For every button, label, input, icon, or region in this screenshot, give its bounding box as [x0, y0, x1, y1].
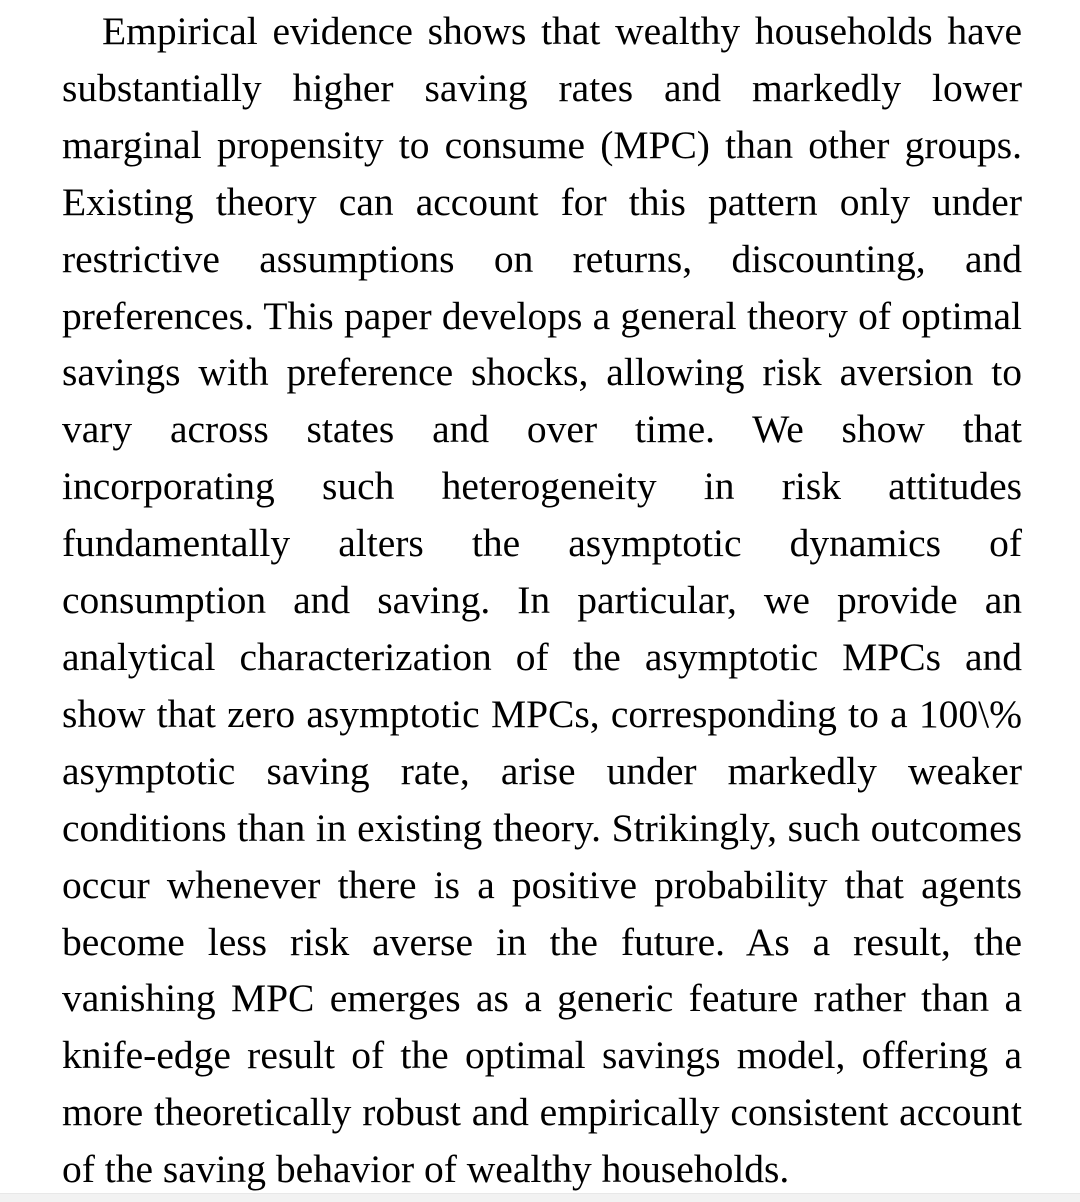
abstract-line: substantially higher saving rates and markedly lower: [62, 65, 1022, 110]
abstract-line: vanishing MPC emerges as a generic feature rather than a: [62, 976, 1022, 1021]
abstract-line: preferences. This paper develops a general theory of optimal: [62, 293, 1022, 338]
abstract-line: restrictive assumptions on returns, discounting, and: [62, 236, 1022, 281]
abstract-line: become less risk averse in the future. As a result, the: [62, 919, 1022, 964]
abstract-line: knife-edge result of the optimal savings model, offering a: [62, 1033, 1022, 1078]
abstract-line: incorporating such heterogeneity in risk attitudes: [62, 464, 1022, 509]
abstract-line: more theoretically robust and empirically consistent account: [62, 1090, 1022, 1135]
abstract-line: Empirical evidence shows that wealthy households have: [102, 9, 1022, 53]
abstract-line: of the saving behavior of wealthy households.: [62, 1147, 790, 1192]
abstract-line: fundamentally alters the asymptotic dynamics of: [62, 521, 1022, 566]
abstract-line: conditions than in existing theory. Strikingly, such outcomes: [62, 805, 1022, 850]
abstract-line: savings with preference shocks, allowing risk aversion to: [62, 350, 1022, 395]
abstract-line: asymptotic saving rate, arise under markedly weaker: [62, 748, 1022, 793]
abstract-line: vary across states and over time. We show that: [62, 407, 1022, 452]
abstract-line: occur whenever there is a positive probability that agents: [62, 862, 1022, 907]
abstract-line: analytical characterization of the asymptotic MPCs and: [62, 634, 1022, 679]
abstract-line: Existing theory can account for this pattern only under: [62, 179, 1022, 224]
abstract-line: consumption and saving. In particular, we provide an: [62, 578, 1022, 623]
abstract-paragraph: [62, 3, 1022, 1198]
abstract-line: marginal propensity to consume (MPC) than other groups.: [62, 122, 1022, 167]
abstract-line: show that zero asymptotic MPCs, corresponding to a 100\%: [62, 691, 1022, 736]
horizontal-scrollbar-track[interactable]: [0, 1193, 1080, 1202]
